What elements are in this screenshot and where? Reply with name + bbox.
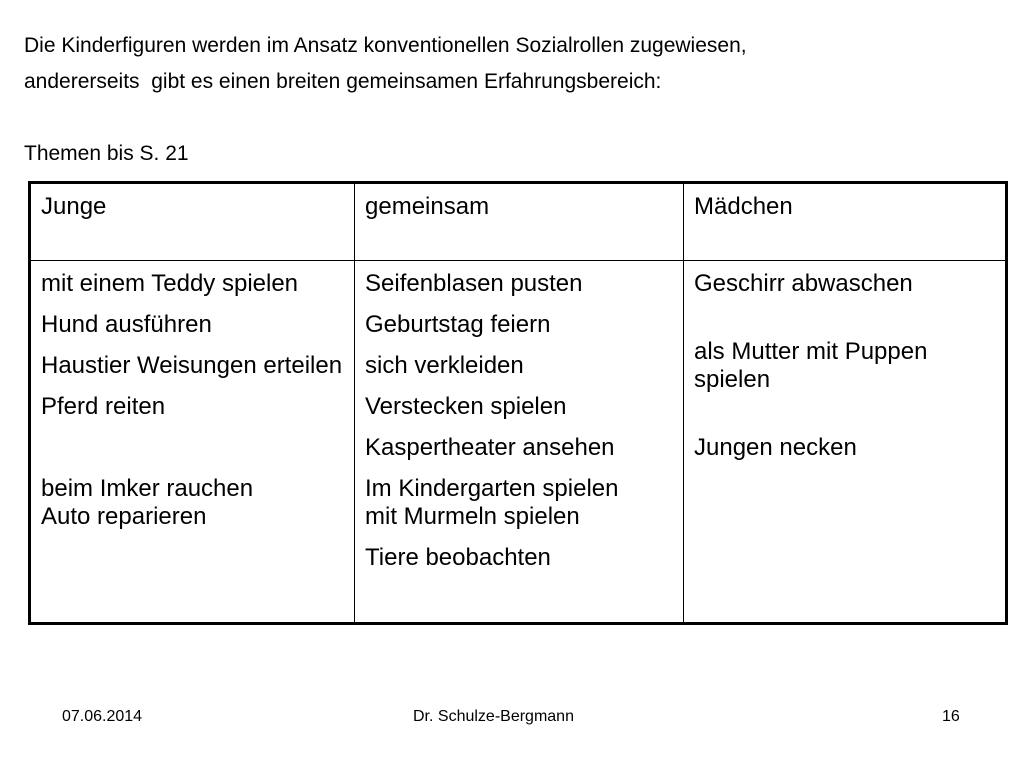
- list-item: Jungen necken: [694, 434, 857, 461]
- column-header-junge: Junge: [30, 183, 355, 261]
- list-item: mit Murmeln spielen: [365, 503, 580, 530]
- list-item: Im Kindergarten spielen: [365, 475, 619, 502]
- list-item: Haustier Weisungen erteilen: [41, 352, 343, 379]
- cell-junge: [30, 261, 355, 624]
- table-header-row: [30, 183, 1007, 261]
- list-item: Pferd reiten: [41, 393, 166, 420]
- column-header-gemeinsam: gemeinsam: [355, 183, 684, 261]
- list-item: mit einem Teddy spielen: [41, 270, 299, 297]
- roles-table: [28, 181, 1008, 625]
- list-item: beim Imker rauchen: [41, 475, 254, 502]
- list-item: Geburtstag feiern: [365, 311, 551, 338]
- list-item: sich verkleiden: [365, 352, 524, 379]
- subheading: Themen bis S. 21: [24, 142, 189, 165]
- cell-maedchen: [684, 261, 1007, 624]
- footer-date: 07.06.2014: [62, 708, 143, 725]
- list-item: Tiere beobachten: [365, 544, 551, 571]
- intro-line-1: Die Kinderfiguren werden im Ansatz konventionellen Sozialrollen zugewiesen,: [24, 34, 747, 57]
- cell-gemeinsam: [355, 261, 684, 624]
- intro-text: [24, 28, 747, 100]
- intro-line-2: andererseits gibt es einen breiten gemeinsamen Erfahrungsbereich:: [24, 70, 662, 93]
- list-item: Kaspertheater ansehen: [365, 434, 615, 461]
- footer-page-number: 16: [942, 708, 960, 725]
- list-item: Seifenblasen pusten: [365, 270, 583, 297]
- list-item: Geschirr abwaschen: [694, 270, 913, 297]
- list-item: Verstecken spielen: [365, 393, 567, 420]
- list-item: Hund ausführen: [41, 311, 212, 338]
- list-item: als Mutter mit Puppen spielen: [694, 338, 928, 393]
- column-header-maedchen: Mädchen: [684, 183, 1007, 261]
- list-item: Auto reparieren: [41, 503, 207, 530]
- table-row: [30, 261, 1007, 624]
- footer-author: Dr. Schulze-Bergmann: [413, 708, 574, 725]
